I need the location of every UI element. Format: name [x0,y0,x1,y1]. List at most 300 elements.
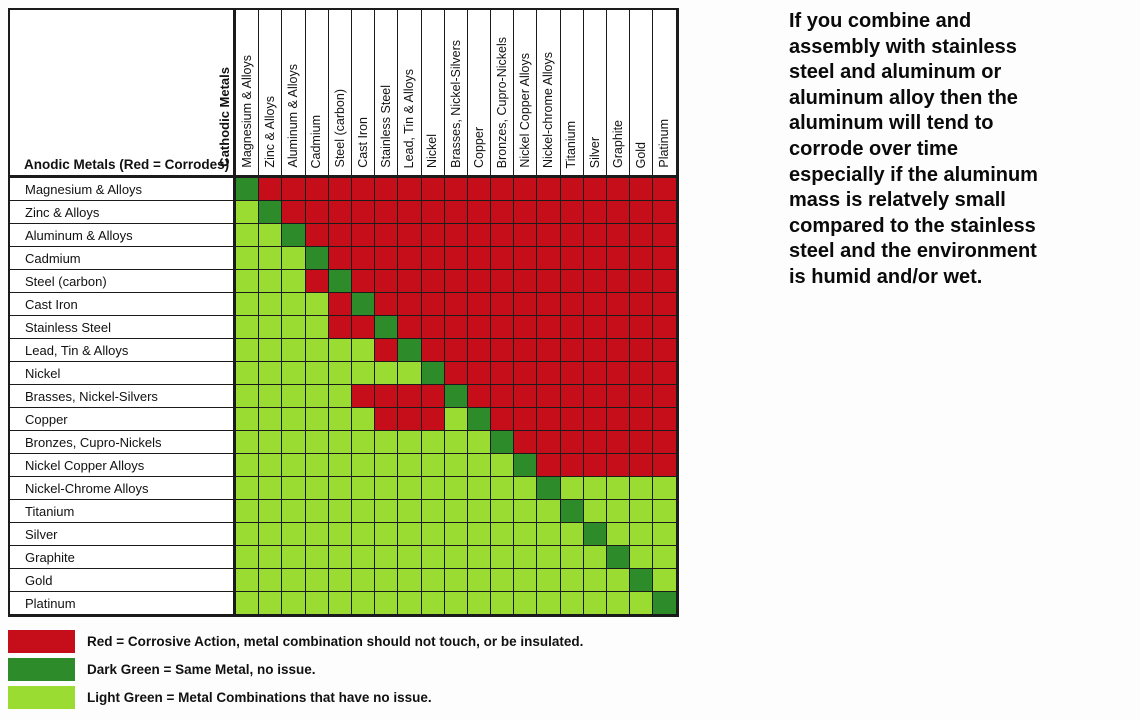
matrix-cell [514,339,537,362]
matrix-cell [653,569,676,592]
matrix-cell [607,385,630,408]
matrix-cell [398,339,421,362]
matrix-cell [329,454,352,477]
matrix-cell [514,523,537,546]
matrix-cell [653,339,676,362]
anodic-metals-axis-label: Anodic Metals (Red = Corrodes) [24,157,230,172]
row-label [10,592,236,615]
matrix-cell [236,385,259,408]
matrix-cell [259,385,282,408]
matrix-cell [329,477,352,500]
matrix-cell [561,523,584,546]
matrix-cell [561,454,584,477]
matrix-cell [514,362,537,385]
note-line: steel and the environment [789,240,1037,263]
matrix-cell [306,293,329,316]
matrix-cell [236,339,259,362]
matrix-cell [236,500,259,523]
matrix-cell [445,592,468,615]
matrix-cell [514,270,537,293]
matrix-cell [630,431,653,454]
matrix-cell [584,224,607,247]
matrix-cell [653,385,676,408]
matrix-cell [630,408,653,431]
matrix-cell [630,569,653,592]
matrix-cell [306,270,329,293]
matrix-cell [491,385,514,408]
matrix-cell [306,224,329,247]
column-header [236,10,259,178]
matrix-cell [329,339,352,362]
matrix-cell [561,293,584,316]
legend-swatch-red [8,630,75,653]
row-label [10,293,236,316]
matrix-cell [630,477,653,500]
matrix-cell [352,592,375,615]
row-label-text: Zinc & Alloys [25,204,100,220]
matrix-cell [236,408,259,431]
row-label-text: Graphite [25,549,75,565]
matrix-cell [375,178,398,201]
matrix-cell [445,454,468,477]
matrix-cell [514,500,537,523]
matrix-cell [282,431,305,454]
matrix-cell [607,431,630,454]
matrix-cell [468,247,491,270]
row-label-text: Cadmium [25,250,81,266]
matrix-cell [653,224,676,247]
matrix-cell [468,385,491,408]
matrix-cell [352,408,375,431]
matrix-cell [491,339,514,362]
matrix-cell [352,569,375,592]
matrix-cell [630,592,653,615]
matrix-cell [306,385,329,408]
legend-label: Light Green = Metal Combinations that have no issue. [87,689,432,705]
note-line: especially if the aluminum [789,163,1038,186]
legend-label: Dark Green = Same Metal, no issue. [87,661,316,677]
matrix-cell [259,477,282,500]
matrix-cell [282,247,305,270]
matrix-cell [352,247,375,270]
row-label [10,339,236,362]
row-label-text: Brasses, Nickel-Silvers [25,388,158,404]
matrix-cell [584,408,607,431]
row-label [10,431,236,454]
note-line: assembly with stainless [789,35,1017,58]
column-header-label: Platinum [657,119,672,168]
matrix-cell [653,454,676,477]
matrix-cell [653,293,676,316]
legend-swatch-dark-green [8,658,75,681]
matrix-cell [491,224,514,247]
matrix-cell [398,523,421,546]
column-header [259,10,282,178]
matrix-cell [653,500,676,523]
matrix-cell [306,316,329,339]
legend-item [8,629,583,653]
matrix-cell [422,408,445,431]
matrix-cell [514,431,537,454]
matrix-cell [236,201,259,224]
matrix-cell [630,500,653,523]
matrix-cell [537,500,560,523]
matrix-cell [375,569,398,592]
matrix-cell [653,408,676,431]
matrix-cell [329,247,352,270]
matrix-cell [630,523,653,546]
matrix-cell [491,316,514,339]
matrix-cell [398,454,421,477]
matrix-cell [607,293,630,316]
matrix-cell [375,362,398,385]
matrix-cell [584,270,607,293]
row-label [10,408,236,431]
matrix-cell [329,293,352,316]
matrix-corner-cell [10,10,236,178]
matrix-cell [352,316,375,339]
matrix-cell [352,178,375,201]
matrix-cell [607,270,630,293]
matrix-cell [236,362,259,385]
matrix-cell [236,224,259,247]
matrix-cell [630,178,653,201]
matrix-cell [584,592,607,615]
matrix-cell [537,546,560,569]
matrix-cell [491,523,514,546]
matrix-cell [561,546,584,569]
matrix-cell [422,270,445,293]
matrix-cell [259,523,282,546]
matrix-cell [468,454,491,477]
matrix-cell [514,201,537,224]
matrix-cell [561,431,584,454]
matrix-cell [236,270,259,293]
matrix-cell [607,454,630,477]
matrix-cell [561,178,584,201]
column-header [607,10,630,178]
matrix-cell [398,546,421,569]
note-line: is humid and/or wet. [789,265,983,288]
matrix-cell [561,592,584,615]
matrix-cell [306,431,329,454]
matrix-cell [259,408,282,431]
matrix-cell [282,500,305,523]
matrix-cell [329,431,352,454]
column-header [352,10,375,178]
row-label [10,247,236,270]
matrix-cell [561,477,584,500]
matrix-cell [653,592,676,615]
matrix-cell [329,500,352,523]
matrix-cell [445,339,468,362]
matrix-cell [236,247,259,270]
matrix-cell [537,224,560,247]
matrix-cell [422,339,445,362]
column-header-label: Magnesium & Alloys [239,55,254,168]
matrix-cell [282,316,305,339]
matrix-cell [445,569,468,592]
matrix-cell [375,339,398,362]
matrix-cell [468,178,491,201]
matrix-cell [584,431,607,454]
matrix-cell [653,178,676,201]
row-label [10,477,236,500]
matrix-cell [398,178,421,201]
matrix-cell [398,385,421,408]
matrix-cell [259,569,282,592]
matrix-cell [584,546,607,569]
matrix-cell [584,500,607,523]
matrix-cell [630,546,653,569]
column-header-label: Nickel Copper Alloys [518,53,533,168]
row-label [10,270,236,293]
matrix-cell [468,408,491,431]
column-header-label: Stainless Steel [378,85,393,168]
matrix-cell [468,293,491,316]
matrix-cell [282,362,305,385]
matrix-cell [653,362,676,385]
matrix-cell [468,362,491,385]
matrix-cell [282,592,305,615]
matrix-cell [584,339,607,362]
matrix-cell [445,316,468,339]
matrix-cell [607,546,630,569]
matrix-cell [537,270,560,293]
matrix-cell [329,362,352,385]
matrix-cell [491,247,514,270]
column-header [561,10,584,178]
matrix-cell [514,316,537,339]
row-label [10,362,236,385]
note-line: mass is relatvely small [789,189,1006,212]
row-label-text: Copper [25,411,68,427]
matrix-cell [537,339,560,362]
column-header [422,10,445,178]
row-label-text: Lead, Tin & Alloys [25,342,129,358]
column-header-label: Nickel-chrome Alloys [541,51,556,168]
matrix-cell [259,247,282,270]
column-header-label: Graphite [610,120,625,168]
note-line: steel and aluminum or [789,61,1002,84]
matrix-cell [422,592,445,615]
matrix-cell [561,339,584,362]
matrix-cell [259,178,282,201]
matrix-cell [352,270,375,293]
matrix-cell [259,454,282,477]
matrix-cell [491,477,514,500]
matrix-cell [537,592,560,615]
column-header-label: Titanium [564,120,579,168]
matrix-cell [607,500,630,523]
row-label [10,546,236,569]
row-label [10,454,236,477]
row-label-text: Magnesium & Alloys [25,181,143,197]
column-header-label: Steel (carbon) [332,89,347,168]
matrix-cell [445,477,468,500]
row-label [10,500,236,523]
row-label-text: Nickel [25,365,61,381]
matrix-cell [282,201,305,224]
matrix-cell [352,362,375,385]
matrix-cell [306,339,329,362]
matrix-cell [607,592,630,615]
matrix-cell [352,454,375,477]
matrix-cell [514,293,537,316]
column-header-label: Lead, Tin & Alloys [402,68,417,168]
matrix-cell [630,454,653,477]
row-label-text: Silver [25,526,58,542]
matrix-cell [561,316,584,339]
matrix-cell [607,224,630,247]
matrix-cell [468,500,491,523]
row-label-text: Bronzes, Cupro-Nickels [25,434,162,450]
matrix-cell [375,477,398,500]
matrix-cell [445,201,468,224]
matrix-cell [329,201,352,224]
matrix-cell [607,523,630,546]
note-line: aluminum alloy then the [789,86,1018,109]
matrix-cell [375,293,398,316]
matrix-cell [653,431,676,454]
matrix-cell [375,431,398,454]
matrix-cell [468,201,491,224]
matrix-cell [607,316,630,339]
matrix-cell [329,569,352,592]
matrix-cell [537,408,560,431]
column-header-label: Silver [587,136,602,168]
matrix-cell [514,592,537,615]
matrix-cell [514,247,537,270]
matrix-cell [352,546,375,569]
cathodic-metals-axis-label: Cathodic Metals [216,67,232,167]
matrix-cell [537,247,560,270]
matrix-cell [537,293,560,316]
matrix-cell [422,385,445,408]
row-label [10,224,236,247]
matrix-cell [653,201,676,224]
matrix-cell [352,293,375,316]
column-header [491,10,514,178]
matrix-cell [352,477,375,500]
matrix-cell [445,270,468,293]
matrix-cell [584,201,607,224]
matrix-cell [491,293,514,316]
matrix-cell [306,477,329,500]
column-header [282,10,305,178]
column-header [468,10,491,178]
matrix-cell [537,569,560,592]
matrix-cell [236,431,259,454]
matrix-cell [561,362,584,385]
column-header [537,10,560,178]
matrix-cell [491,408,514,431]
column-header [630,10,653,178]
matrix-cell [445,523,468,546]
matrix-cell [306,569,329,592]
matrix-cell [422,569,445,592]
matrix-cell [422,477,445,500]
matrix-cell [236,523,259,546]
row-label [10,316,236,339]
matrix-cell [630,293,653,316]
matrix-cell [491,592,514,615]
column-header [375,10,398,178]
matrix-cell [653,523,676,546]
matrix-cell [468,270,491,293]
matrix-cell [584,316,607,339]
matrix-cell [607,477,630,500]
matrix-cell [236,178,259,201]
column-header-label: Zinc & Alloys [263,96,278,168]
matrix-cell [375,592,398,615]
matrix-cell [282,523,305,546]
matrix-cell [422,178,445,201]
matrix-cell [584,569,607,592]
column-header [514,10,537,178]
matrix-cell [584,293,607,316]
note-line: If you combine and [789,10,972,32]
matrix-cell [537,316,560,339]
matrix-cell [491,546,514,569]
column-header-label: Aluminum & Alloys [286,64,301,168]
matrix-cell [282,339,305,362]
matrix-cell [653,477,676,500]
column-header [584,10,607,178]
matrix-cell [422,316,445,339]
row-label-text: Nickel-Chrome Alloys [25,480,149,496]
matrix-cell [422,362,445,385]
matrix-cell [445,178,468,201]
matrix-cell [398,201,421,224]
matrix-cell [561,408,584,431]
matrix-cell [422,224,445,247]
matrix-cell [422,201,445,224]
matrix-cell [468,523,491,546]
row-label [10,385,236,408]
row-label [10,178,236,201]
matrix-cell [259,270,282,293]
matrix-cell [375,454,398,477]
matrix-cell [630,339,653,362]
matrix-cell [491,201,514,224]
matrix-cell [329,523,352,546]
matrix-cell [306,500,329,523]
matrix-cell [607,178,630,201]
note-line: aluminum will tend to [789,112,994,135]
column-header-label: Nickel [425,133,440,168]
matrix-cell [352,500,375,523]
matrix-cell [607,339,630,362]
column-header [306,10,329,178]
matrix-cell [607,408,630,431]
matrix-cell [375,316,398,339]
matrix-cell [259,339,282,362]
matrix-cell [514,454,537,477]
matrix-cell [398,247,421,270]
matrix-cell [398,500,421,523]
matrix-cell [375,385,398,408]
matrix-cell [584,178,607,201]
matrix-cell [491,431,514,454]
matrix-cell [422,523,445,546]
matrix-cell [630,270,653,293]
matrix-cell [259,362,282,385]
matrix-cell [329,546,352,569]
matrix-cell [282,293,305,316]
matrix-cell [422,247,445,270]
matrix-cell [375,270,398,293]
